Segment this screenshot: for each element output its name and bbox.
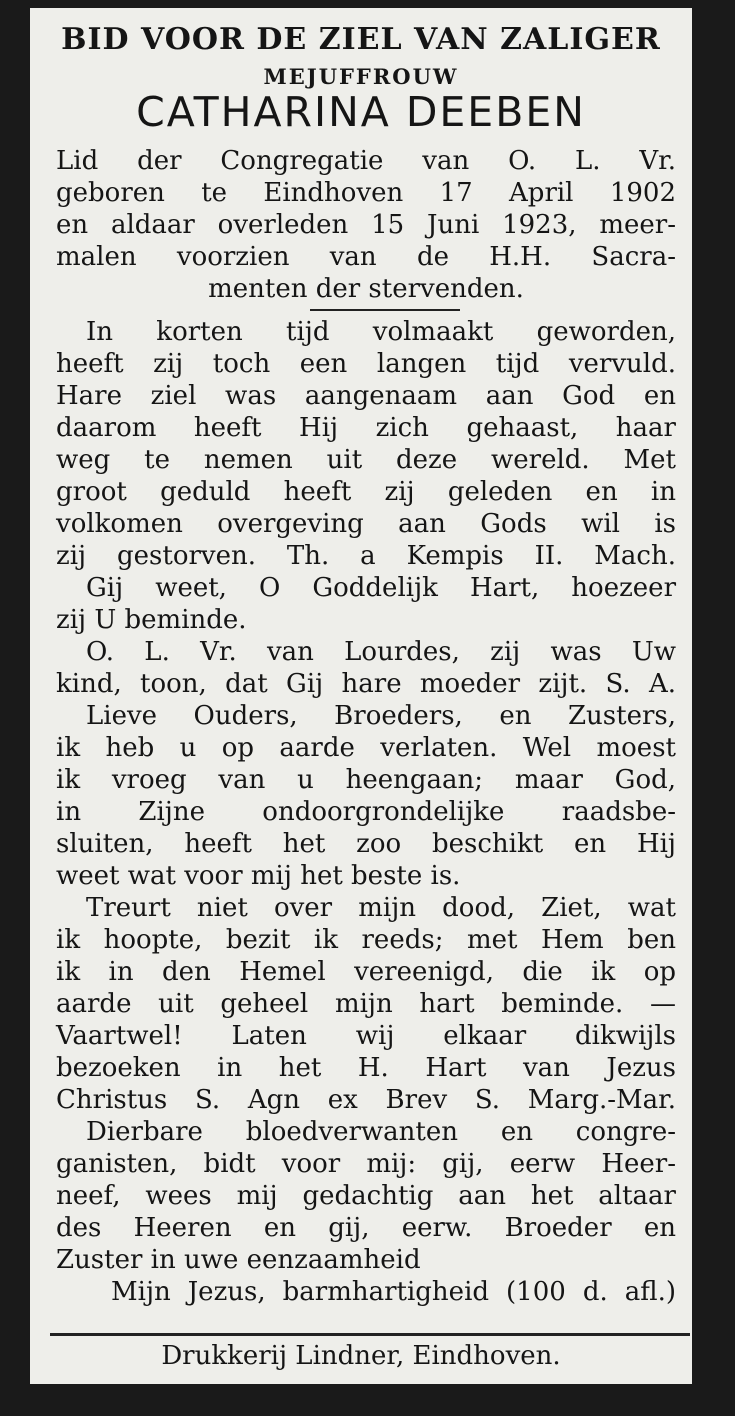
text-line: heeft zij toch een langen tijd vervuld. bbox=[56, 349, 676, 379]
text-line: ganisten, bidt voor mij: gij, eerw Heer- bbox=[56, 1149, 676, 1179]
text-line: en aldaar overleden 15 Juni 1923, meer- bbox=[56, 210, 676, 240]
text-line: zij gestorven. Th. a Kempis II. Mach. bbox=[56, 541, 676, 571]
divider-long bbox=[50, 1333, 690, 1336]
text-line: weg te nemen uit deze wereld. Met bbox=[56, 445, 676, 475]
text-line: geboren te Eindhoven 17 April 1902 bbox=[56, 178, 676, 208]
text-line: weet wat voor mij het beste is. bbox=[56, 861, 461, 891]
text-line: daarom heeft Hij zich gehaast, haar bbox=[56, 413, 676, 443]
text-line: Lieve Ouders, Broeders, en Zusters, bbox=[86, 701, 676, 731]
text-line: menten der stervenden. bbox=[208, 274, 524, 304]
text-line: Lid der Congregatie van O. L. Vr. bbox=[56, 146, 676, 176]
prayer-heading: BID VOOR DE ZIEL VAN ZALIGER bbox=[61, 22, 661, 57]
text-line: aarde uit geheel mijn hart beminde. — bbox=[56, 989, 676, 1019]
deceased-name: CATHARINA DEEBEN bbox=[136, 88, 586, 136]
text-line: In korten tijd volmaakt geworden, bbox=[86, 317, 676, 347]
text-line: in Zijne ondoorgrondelijke raadsbe- bbox=[56, 797, 676, 827]
text-line: des Heeren en gij, eerw. Broeder en bbox=[56, 1213, 676, 1243]
text-line: Gij weet, O Goddelijk Hart, hoezeer bbox=[86, 573, 676, 603]
divider-short bbox=[310, 309, 460, 311]
text-line: neef, wees mij gedachtig aan het altaar bbox=[56, 1181, 676, 1211]
text-line: Vaartwel! Laten wij elkaar dikwijls bbox=[56, 1021, 676, 1051]
text-line: ik hoopte, bezit ik reeds; met Hem ben bbox=[56, 925, 676, 955]
text-line: volkomen overgeving aan Gods wil is bbox=[56, 509, 676, 539]
memorial-card bbox=[30, 8, 692, 1384]
text-line: zij U beminde. bbox=[56, 605, 247, 635]
text-line: bezoeken in het H. Hart van Jezus bbox=[56, 1053, 676, 1083]
text-line: Dierbare bloedverwanten en congre- bbox=[86, 1117, 676, 1147]
text-line: ik vroeg van u heengaan; maar God, bbox=[56, 765, 676, 795]
text-line: kind, toon, dat Gij hare moeder zijt. S. A. bbox=[56, 669, 676, 699]
title-honorific: MEJUFFROUW bbox=[263, 64, 459, 89]
text-line: sluiten, heeft het zoo beschikt en Hij bbox=[56, 829, 676, 859]
text-line: Treurt niet over mijn dood, Ziet, wat bbox=[86, 893, 676, 923]
text-line: Zuster in uwe eenzaamheid bbox=[56, 1245, 421, 1275]
printer-imprint: Drukkerij Lindner, Eindhoven. bbox=[161, 1341, 561, 1371]
text-line: ik heb u op aarde verlaten. Wel moest bbox=[56, 733, 676, 763]
text-line: Christus S. Agn ex Brev S. Marg.-Mar. bbox=[56, 1085, 676, 1115]
text-line: Hare ziel was aangenaam aan God en bbox=[56, 381, 676, 411]
text-line: ik in den Hemel vereenigd, die ik op bbox=[56, 957, 676, 987]
text-line: O. L. Vr. van Lourdes, zij was Uw bbox=[86, 637, 676, 667]
text-line: groot geduld heeft zij geleden en in bbox=[56, 477, 676, 507]
indulgence-prayer: Mijn Jezus, barmhartigheid (100 d. afl.) bbox=[111, 1277, 676, 1307]
text-line: malen voorzien van de H.H. Sacra- bbox=[56, 242, 676, 272]
